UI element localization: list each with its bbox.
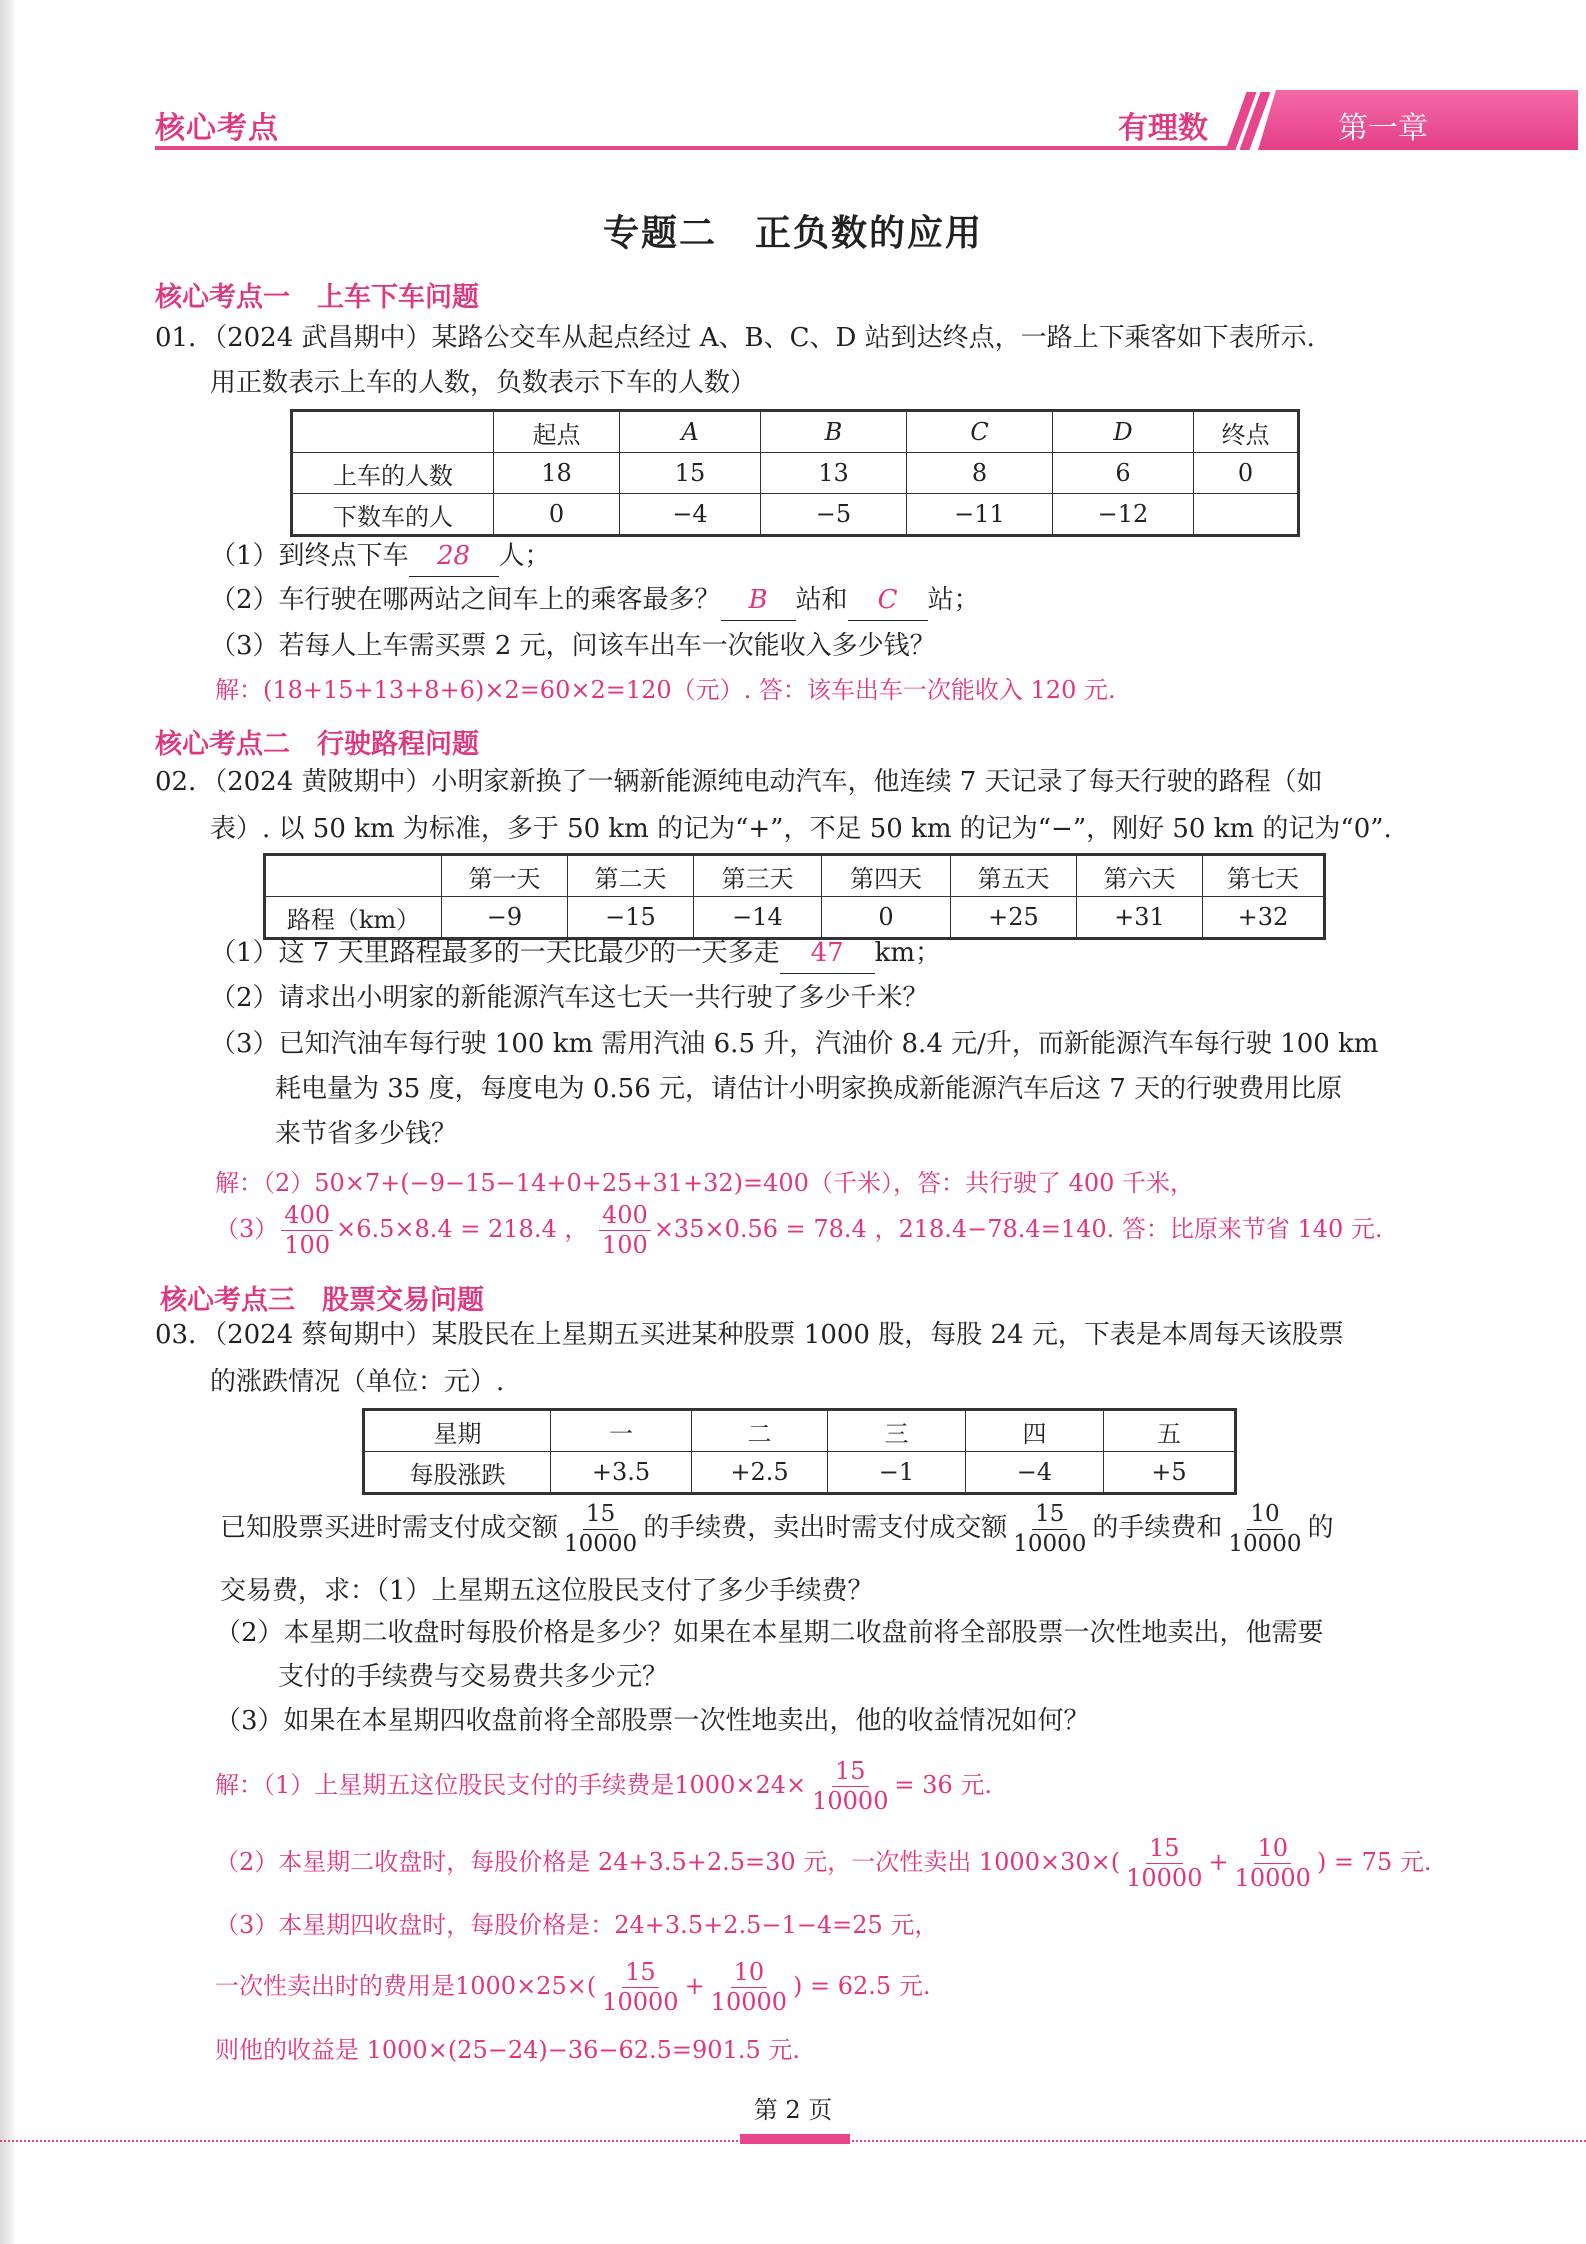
solution-text: ×35×0.56 = 78.4 ，218.4−78.4=140. 答：比原来节省 140 元.: [653, 1215, 1383, 1243]
solution-text: ) = 75 元.: [1316, 1848, 1432, 1876]
q1-part-1-suffix: 人；: [498, 541, 551, 571]
answer-blank: C: [848, 580, 928, 621]
header-subject: 有理数: [1118, 111, 1208, 146]
table-cell: [265, 855, 442, 897]
fraction: $\frac{15}{10000}$: [1126, 1833, 1203, 1892]
q1-solution: 解：(18+15+13+8+6)×2=60×2=120（元）. 答：该车出车一次能收入 120 元.: [215, 676, 1116, 704]
q3-solution-line-4: [215, 1955, 930, 2017]
q3-solution-line-2: [215, 1831, 1431, 1893]
table-cell: 6: [1053, 453, 1194, 494]
table-row: [364, 1410, 1236, 1452]
header-left-label: 核心考点: [155, 111, 279, 146]
table-cell: 0: [1194, 453, 1299, 494]
fraction: $\frac{400}{100}$: [281, 1203, 333, 1258]
table-cell: +3.5: [551, 1452, 692, 1494]
q2-stem-line-2: 表）. 以 50 km 为标准，多于 50 km 的记为“+”，不足 50 km 的记为“−”，刚好 50 km 的记为“0”.: [210, 814, 1392, 844]
table-cell: 第六天: [1077, 855, 1203, 897]
fraction: $\frac{10}{10000}$: [1228, 1501, 1302, 1557]
header-rule: [155, 146, 1235, 150]
fraction: $\frac{15}{10000}$: [564, 1501, 638, 1557]
table-cell: 0: [494, 494, 620, 536]
q1-part-2-suffix: 站；: [927, 585, 980, 615]
table-cell: 第一天: [442, 855, 568, 897]
section-3-heading: 核心考点三 股票交易问题: [160, 1285, 484, 1316]
solution-label: （3）: [215, 1215, 279, 1243]
q1-part-3: （3）若每人上车需买票 2 元，问该车出车一次能收入多少钱？: [210, 631, 936, 661]
table-cell: 起点: [494, 411, 620, 453]
solution-text: 解：（1）上星期五这位股民支付的手续费是1000×24×: [215, 1771, 807, 1799]
table-cell: 15: [620, 453, 761, 494]
q3-solution-line-3: （3）本星期四收盘时，每股价格是：24+3.5+2.5−1−4=25 元，: [215, 1911, 939, 1939]
table-cell: 第七天: [1203, 855, 1325, 897]
q1-stem-line-2: 用正数表示上车的人数，负数表示下车的人数）: [210, 368, 757, 398]
table-cell: +31: [1077, 897, 1203, 939]
q3-part-2-line-2: 支付的手续费与交易费共多少元？: [278, 1662, 669, 1692]
table-cell: [1194, 494, 1299, 536]
q2-solution-line-1: 解：（2）50×7+(−9−15−14+0+25+31+32)=400（千米），答：共行驶了 400 千米，: [215, 1169, 1195, 1197]
answer-blank: 47: [780, 933, 875, 974]
q3-table: [362, 1408, 1237, 1495]
q2-part-2: （2）请求出小明家的新能源汽车这七天一共行驶了多少千米？: [210, 983, 929, 1013]
plus-sign: +: [684, 1972, 705, 2000]
table-cell: 三: [828, 1410, 966, 1452]
table-cell: D: [1053, 411, 1194, 453]
answer-blank: 28: [409, 536, 499, 577]
q1-part-2-text: （2）车行驶在哪两站之间车上的乘客最多？: [210, 585, 721, 615]
table-cell: 13: [761, 453, 907, 494]
q1-part-2: [210, 580, 980, 621]
q3-stem-line-2: 的涨跌情况（单位：元）.: [210, 1367, 505, 1397]
table-cell: 18: [494, 453, 620, 494]
q2-part-1: [210, 933, 941, 974]
table-cell: −9: [442, 897, 568, 939]
q3-fee-line: [220, 1495, 1334, 1561]
q3-fee-text: 的: [1307, 1513, 1334, 1543]
table-cell: −15: [568, 897, 694, 939]
table-cell: B: [761, 411, 907, 453]
table-cell: +2.5: [692, 1452, 828, 1494]
table-cell: −1: [828, 1452, 966, 1494]
answer-blank: B: [721, 580, 796, 621]
q1-stem-line-1: 01．（2024 武昌期中）某路公交车从起点经过 A、B、C、D 站到达终点，一路上下乘客如下表所示.: [155, 323, 1315, 353]
table-cell: −4: [966, 1452, 1104, 1494]
solution-text: ) = 62.5 元.: [793, 1972, 931, 2000]
solution-text: ×6.5×8.4 = 218.4 ，: [336, 1215, 589, 1243]
q3-part-1: 交易费，求：（1）上星期五这位股民支付了多少手续费？: [220, 1576, 874, 1606]
q1-part-1: [210, 536, 551, 577]
q3-fee-text: 的手续费和: [1092, 1513, 1223, 1543]
table-cell: 8: [907, 453, 1053, 494]
q2-stem-line-1: 02．（2024 黄陂期中）小明家新换了一辆新能源纯电动汽车，他连续 7 天记录了每天行驶的路程（如: [155, 767, 1323, 797]
table-cell: −4: [620, 494, 761, 536]
table-cell: 第四天: [822, 855, 951, 897]
q3-part-3: （3）如果在本星期四收盘前将全部股票一次性地卖出，他的收益情况如何？: [215, 1706, 1090, 1736]
table-row: [265, 855, 1325, 897]
table-cell: 星期: [364, 1410, 551, 1452]
table-cell: −11: [907, 494, 1053, 536]
table-cell: 二: [692, 1410, 828, 1452]
section-2-heading: 核心考点二 行驶路程问题: [155, 729, 479, 760]
table-row: [292, 411, 1299, 453]
table-cell: +5: [1104, 1452, 1236, 1494]
q2-part-1-suffix: km；: [874, 938, 942, 968]
table-row: [292, 494, 1299, 536]
solution-text: （2）本星期二收盘时，每股价格是 24+3.5+2.5=30 元，一次性卖出 1000×30×(: [215, 1848, 1121, 1876]
solution-text: = 36 元.: [894, 1771, 993, 1799]
q3-solution-line-1: [215, 1754, 992, 1816]
q3-solution-line-5: 则他的收益是 1000×(25−24)−36−62.5=901.5 元.: [215, 2036, 800, 2064]
q3-stem-line-1: 03．（2024 蔡甸期中）某股民在上星期五买进某种股票 1000 股，每股 24 元，下表是本周每天该股票: [155, 1320, 1344, 1350]
table-cell: −5: [761, 494, 907, 536]
solution-text: 一次性卖出时的费用是1000×25×(: [215, 1972, 597, 2000]
table-cell: −12: [1053, 494, 1194, 536]
fraction: $\frac{15}{10000}$: [1013, 1501, 1087, 1557]
fraction: $\frac{400}{100}$: [599, 1203, 651, 1258]
table-cell: 0: [822, 897, 951, 939]
q3-fee-text: 已知股票买进时需支付成交额: [220, 1513, 559, 1543]
page-number: 第 2 页: [753, 2096, 833, 2124]
page-binding-edge: [0, 0, 14, 2244]
q2-table: [263, 853, 1326, 940]
fraction: $\frac{10}{10000}$: [1234, 1833, 1311, 1892]
section-1-heading: 核心考点一 上车下车问题: [155, 282, 479, 313]
table-cell: −14: [694, 897, 822, 939]
table-cell: 每股涨跌: [364, 1452, 551, 1494]
page-title: 专题二 正负数的应用: [602, 212, 983, 254]
table-cell: A: [620, 411, 761, 453]
q1-table: [290, 409, 1300, 537]
table-row: [364, 1452, 1236, 1494]
q3-fee-text: 的手续费，卖出时需支付成交额: [643, 1513, 1008, 1543]
plus-sign: +: [1208, 1848, 1229, 1876]
table-cell: 路程（km）: [265, 897, 442, 939]
table-cell: 四: [966, 1410, 1104, 1452]
table-cell: 一: [551, 1410, 692, 1452]
table-cell: 五: [1104, 1410, 1236, 1452]
q1-part-1-text: （1）到终点下车: [210, 541, 409, 571]
q2-part-3-line-1: （3）已知汽油车每行驶 100 km 需用汽油 6.5 升，汽油价 8.4 元/升，而新能源汽车每行驶 100 km: [210, 1029, 1379, 1059]
q2-part-1-text: （1）这 7 天里路程最多的一天比最少的一天多走: [210, 938, 780, 968]
q1-part-2-mid: 站和: [795, 585, 848, 615]
table-cell: 第五天: [951, 855, 1077, 897]
table-cell: 下数车的人: [292, 494, 494, 536]
table-cell: +32: [1203, 897, 1325, 939]
table-cell: 第三天: [694, 855, 822, 897]
q2-solution-line-2: [215, 1201, 1383, 1258]
table-row: [292, 453, 1299, 494]
header-chapter: 第一章: [1338, 111, 1428, 146]
table-cell: 上车的人数: [292, 453, 494, 494]
fraction: $\frac{15}{10000}$: [602, 1957, 679, 2016]
table-cell: 终点: [1194, 411, 1299, 453]
fraction: $\frac{10}{10000}$: [710, 1957, 788, 2016]
footer-mark: [740, 2134, 850, 2144]
table-cell: [292, 411, 494, 453]
fraction: $\frac{15}{10000}$: [812, 1756, 889, 1815]
table-cell: 第二天: [568, 855, 694, 897]
q2-part-3-line-3: 来节省多少钱？: [275, 1119, 458, 1149]
q2-part-3-line-2: 耗电量为 35 度，每度电为 0.56 元，请估计小明家换成新能源汽车后这 7 天的行驶费用比原: [275, 1074, 1343, 1104]
table-cell: C: [907, 411, 1053, 453]
q3-part-2-line-1: （2）本星期二收盘时每股价格是多少？如果在本星期二收盘前将全部股票一次性地卖出，他需要: [215, 1618, 1324, 1648]
table-cell: +25: [951, 897, 1077, 939]
